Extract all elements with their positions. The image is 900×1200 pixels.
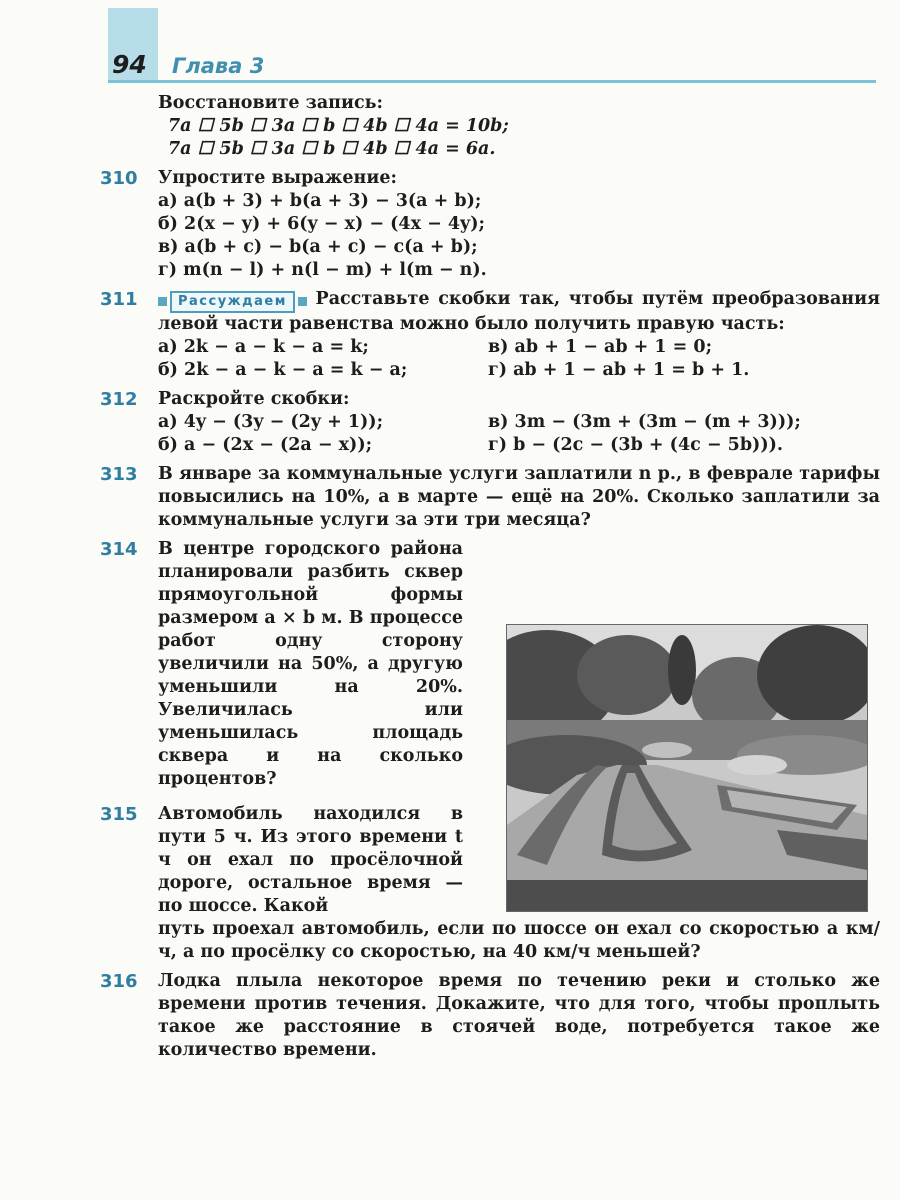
problem-316 bbox=[100, 970, 880, 1062]
exercise-item: в) ab + 1 − ab + 1 = 0; bbox=[488, 336, 713, 357]
problem-number: 311 bbox=[100, 289, 138, 310]
badge-label: Рассуждаем bbox=[170, 291, 295, 313]
exercise-item: а) 4y − (3y − (2y + 1)); bbox=[158, 411, 384, 432]
equation: 7a ☐ 5b ☐ 3a ☐ b ☐ 4b ☐ 4a = 6a. bbox=[168, 139, 496, 159]
exercise-columns bbox=[158, 411, 880, 457]
problem-313 bbox=[100, 463, 880, 532]
exercise-column-right bbox=[488, 411, 818, 457]
exercise-item: в) a(b + c) − b(a + c) − c(a + b); bbox=[158, 237, 478, 257]
exercise-column-left bbox=[158, 411, 488, 457]
exercise-item: в) 3m − (3m + (3m − (m + 3))); bbox=[488, 411, 801, 432]
reasoning-badge bbox=[158, 291, 307, 313]
exercise-item: б) 2k − a − k − a = k − a; bbox=[158, 359, 408, 380]
problem-number: 313 bbox=[100, 463, 138, 485]
problem-310 bbox=[100, 167, 880, 282]
problem-311 bbox=[100, 288, 880, 382]
equation-list bbox=[158, 115, 880, 161]
problem-number: 315 bbox=[100, 803, 138, 825]
problem-number: 316 bbox=[100, 970, 138, 992]
problem-number: 312 bbox=[100, 388, 138, 410]
exercise-columns bbox=[158, 336, 880, 382]
problem-intro bbox=[100, 92, 880, 161]
exercise-item: а) a(b + 3) + b(a + 3) − 3(a + b); bbox=[158, 191, 482, 211]
garden-illustration bbox=[507, 625, 867, 911]
exercise-item: г) m(n − l) + n(l − m) + l(m − n). bbox=[158, 260, 487, 280]
problem-number: 310 bbox=[100, 168, 138, 189]
problem-text bbox=[158, 288, 880, 336]
square-bullet-icon bbox=[298, 297, 307, 306]
exercise-item: б) a − (2x − (2a − x)); bbox=[158, 434, 373, 455]
problem-text: В центре городского района планировали разбить сквер прямоугольной формы размером a × b м. В процессе работ одну сторону увеличили на 50%, а другую уменьшили на 20%. Увеличилась или уменьшилась площадь сквера и на сколько процентов? bbox=[158, 538, 463, 789]
garden-photo bbox=[506, 624, 868, 912]
exercise-column-left bbox=[158, 336, 488, 382]
problem-statement: Расставьте скобки так, чтобы путём преобразования левой части равенства можно было получить правую часть: bbox=[158, 289, 880, 334]
problem-number: 314 bbox=[100, 538, 138, 560]
problem-text: Упростите выражение: bbox=[158, 168, 397, 188]
exercise-item: г) ab + 1 − ab + 1 = b + 1. bbox=[488, 359, 750, 380]
problem-312 bbox=[100, 388, 880, 457]
chapter-title: Глава 3 bbox=[172, 54, 265, 78]
square-bullet-icon bbox=[158, 297, 167, 306]
problem-text: Восстановите запись: bbox=[158, 93, 383, 113]
exercise-item: б) 2(x − y) + 6(y − x) − (4x − 4y); bbox=[158, 214, 485, 234]
problem-text: Раскройте скобки: bbox=[158, 388, 350, 409]
problem-text: Лодка плыла некоторое время по течению реки и столько же времени против течения. Докажите, что для того, чтобы проплыть такое же расстояние в стоячей воде, потребуется такое же количество времени. bbox=[158, 970, 880, 1060]
problem-text: Автомобиль находился в пути 5 ч. Из этого времени t ч он ехал по просёлочной дороге, остальное время — по шоссе. Какой bbox=[158, 803, 463, 916]
problem-text: В январе за коммунальные услуги заплатили n р., в феврале тарифы повысились на 10%, а в марте — ещё на 20%. Сколько заплатили за коммунальные услуги за эти три месяца? bbox=[158, 463, 880, 530]
exercise-list bbox=[158, 190, 880, 282]
page-content bbox=[100, 92, 880, 1068]
exercise-column-right bbox=[488, 336, 818, 382]
exercise-item: а) 2k − a − k − a = k; bbox=[158, 336, 369, 357]
exercise-item: г) b − (2c − (3b + (4c − 5b))). bbox=[488, 434, 783, 455]
page-number: 94 bbox=[112, 50, 147, 79]
equation: 7a ☐ 5b ☐ 3a ☐ b ☐ 4b ☐ 4a = 10b; bbox=[168, 116, 509, 136]
problem-text-continued: путь проехал автомобиль, если по шоссе он ехал со скоростью a км/ч, а по просёлку со скоростью, на 40 км/ч меньшей? bbox=[158, 918, 880, 962]
header-rule bbox=[108, 80, 876, 83]
